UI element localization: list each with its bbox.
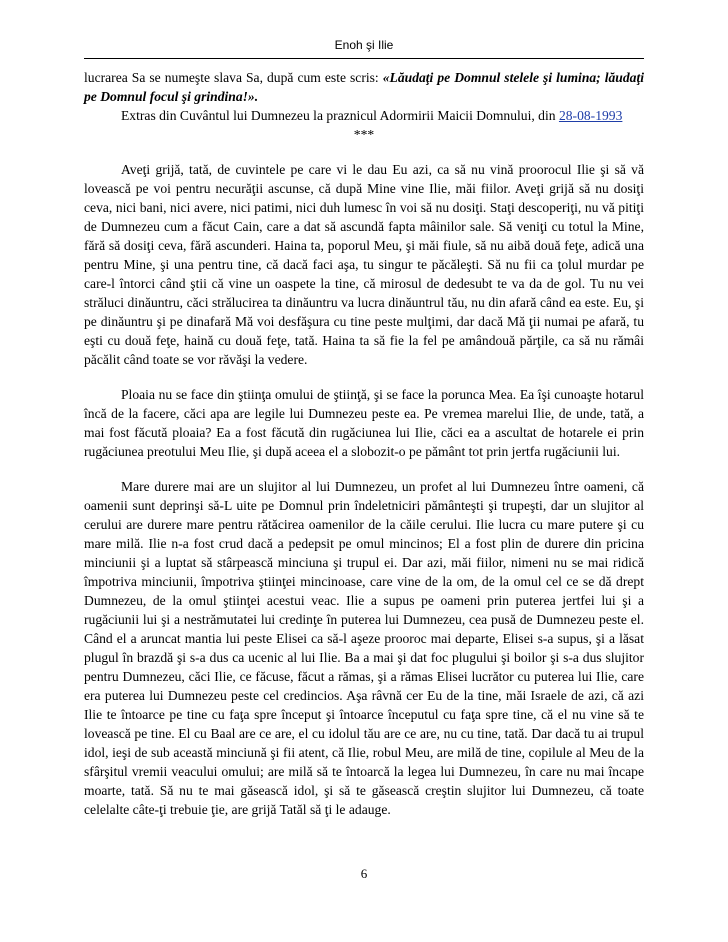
paragraph-text: lucrarea Sa se numeşte slava Sa, după cum este scris: [84, 70, 383, 85]
date-link[interactable]: 28-08-1993 [558, 108, 623, 123]
source-note [84, 106, 644, 125]
paragraph: Ploaia nu se face din ştiinţa omului de ştiinţă, şi se face la porunca Mea. Ea îşi cunoaşte hotarul încă de la facere, căci apa are legile lui Dumnezeu peste ea. Pe vremea marelui Ilie, de unde, tată, a mai fost făcută ploaia? Ea a fost făcută din rugăciunea lui Ilie, căci ea a ascultat de hotarele ei prin rugăciunea preotului Meu Ilie, şi după aceea el a slobozit-o pe pământ tot prin jertfa rugăciunii lui. [84, 387, 644, 459]
paragraph-continuation [84, 68, 644, 106]
running-header: Enoh şi Ilie [334, 38, 394, 52]
section-separator: *** [353, 127, 375, 142]
document-body [84, 68, 644, 819]
paragraph: Aveţi grijă, tată, de cuvintele pe care vi le dau Eu azi, ca să nu vină proorocul Ilie şi să vă lovească pe voi pentru necurăţii ascunse, că după Mine vine Ilie, măi fiilor. Aveţi grijă să nu dosiţi ceva, nici bani, nici avere, nici patimi, nici duh lumesc în voi să nu dosiţi. Staţi descoperiţi, nu vă pitiţi de Dumnezeu cum a făcut Cain, care a dat să ascundă fapta mâinilor sale. Să veniţi cu totul la Mine, fără să dosiţi ceva, fără ascunderi. Haina ta, poporul Meu, şi măi fiule, să nu aibă două feţe, adică una pentru Mine, şi una pentru tine, că dacă faci aşa, tu singur te păcăleşti. Să nu fii ca ţolul murdar pe care-l întorci când ştii că vine un oaspete la tine, că mirosul de dedesubt te va da de gol. Tu nu vei străluci dinăuntru, căci strălucirea ta dinăuntru va lucra dinăuntrul tău, nu din afară când ea este. Eu, şi pe dinăuntru şi pe dinafară Mă voi desfăşura cu tine peste mulţimi, dar dacă Mă ţii numai pe afară, tu eşti cu două feţe, haină cu două feţe, tată. Haina ta să fie la fel pe amândouă părţile, ca să nu rămâi păcălit când toate se vor răvăşi la vedere. [84, 162, 644, 367]
header-rule [84, 58, 644, 59]
paragraph: Mare durere mai are un slujitor al lui Dumnezeu, un profet al lui Dumnezeu între oameni, că oamenii sunt deprinşi să-L uite pe Domnul prin îndeletniciri pământeşti şi trupeşti, dar un slujitor al cerului are durere mare pentru rătăcirea oamenilor de la căile cerului. Ilie lucra cu mare putere şi cu mare milă. Ilie n-a fost crud dacă a pedepsit pe omul mincinos; El a fost plin de durere din pricina minciunii şi a luptat să stârpească minciuna şi trupul ei. Dar azi, măi fiilor, nimeni nu se mai ridică împotriva minciunii, împotriva ştiinţei mincinoase, care vine de la om, de la omul cel ce se dă drept Dumnezeu, de la omul ştiinţei acestui veac. Ilie a supus pe oameni prin puterea jertfei lui şi a rugăciunii lui şi a nestrămutatei lui credinţe în puterea lui Dumnezeu, cea pusă de Dumnezeu peste el. Când el a aruncat mantia lui peste Elisei ca să-l aşeze prooroc mai departe, Elisei s-a supus, şi a lăsat plugul în brazdă şi s-a dus ca ucenic al lui Ilie. Ba a mai şi dat foc plugului şi boilor şi s-a dus slujitor pentru Dumnezeu, căci Ilie, ce făcuse, făcut a rămas, şi a rămas Elisei lucrător cu puterea lui Ilie, care era puterea lui Dumnezeu peste cel credincios. Aşa râvnă cer Eu de la tine, măi Israele de azi, că azi Ilie te întoarce pe tine cu faţa spre început şi întoarce începutul cu faţa spre tine, că el nu vine să te lovească pe tine. El cu Baal are ce are, el cu idolul tău are ce are, nu cu tine, tată. Dar dacă tu ai trupul idol, ieşi de sub această minciună şi fii atent, că Ilie, robul Meu, are milă de tine, copilule al Meu de la sfârşitul vremii veacului omului; are milă să te întoarcă la legea lui Dumnezeu, în care nu mai încape moarte, tată. Să nu te mai găsească idol, şi să te găsească creştin slujitor lui Dumnezeu, că toate celelalte câte-ţi trebuie ţie, are grijă Tatăl să ţi le adauge. [84, 479, 644, 817]
source-note-text: Extras din Cuvântul lui Dumnezeu la praznicul Adormirii Maicii Domnului, din [121, 108, 559, 123]
page-number: 6 [360, 866, 368, 881]
psalm-quote: «Lăudaţi pe Domnul stelele şi lumina; lăudaţi pe Domnul focul şi grindina!». [84, 70, 644, 104]
